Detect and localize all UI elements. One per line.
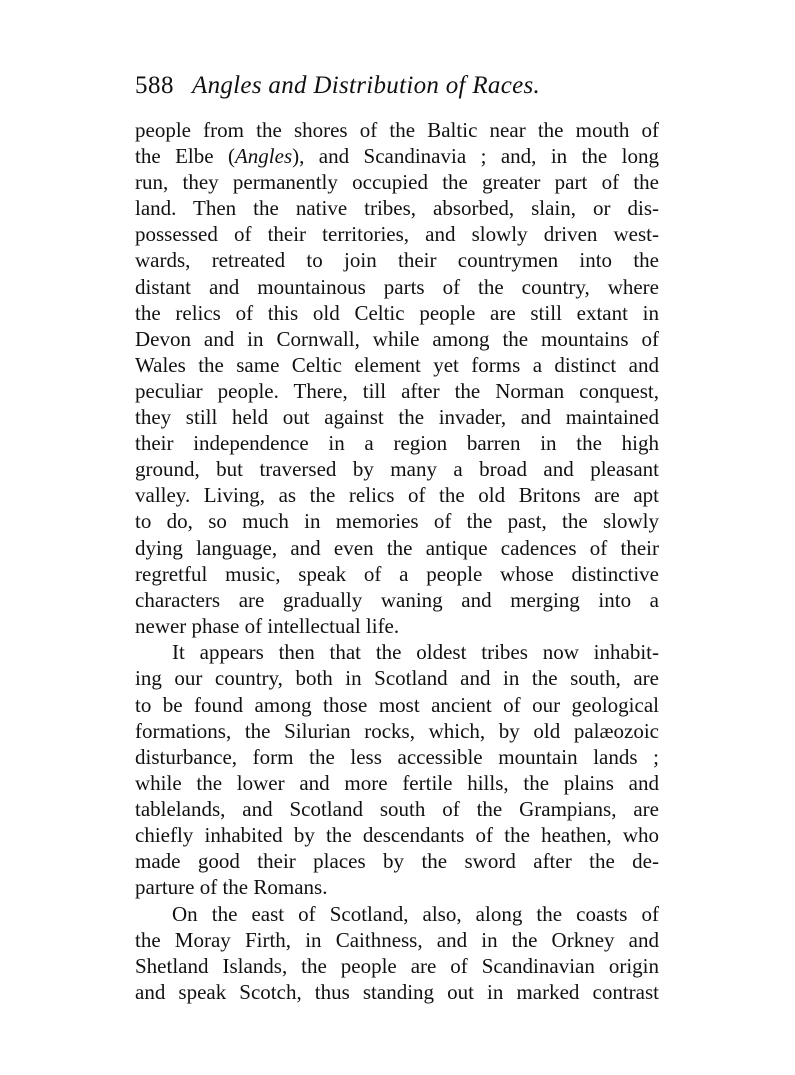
text-line: distant and mountainous parts of the country, where [135, 274, 659, 299]
text-line: dying language, and even the antique cadences of their [135, 535, 659, 560]
text-line: valley. Living, as the relics of the old Britons are apt [135, 483, 659, 508]
text-line: Shetland Islands, the people are of Scandinavian origin [135, 954, 659, 978]
text-line: wards, retreated to join their countrymen into the [135, 248, 659, 273]
text-line: their independence in a region barren in the high [135, 431, 659, 456]
text-line: to be found among those most ancient of our geological [135, 692, 659, 717]
text-line: formations, the Silurian rocks, which, by old palæozoic [135, 718, 659, 743]
page-number: 588 [135, 72, 174, 99]
text-line: while the lower and more fertile hills, the plains and [135, 770, 659, 795]
paragraph [135, 639, 659, 900]
text-line: the Elbe (Angles), and Scandinavia ; and, in the long [135, 144, 659, 169]
text-line: people from the shores of the Baltic near the mouth of [135, 118, 659, 142]
text-line: ground, but traversed by many a broad and pleasant [135, 457, 659, 482]
text-line: Wales the same Celtic element yet forms a distinct and [135, 352, 659, 377]
text-line: the Moray Firth, in Caithness, and in the Orkney and [135, 927, 659, 952]
text-line: tablelands, and Scotland south of the Grampians, are [135, 796, 659, 821]
text-line: characters are gradually waning and merging into a [135, 587, 659, 612]
running-title: Angles and Distribution of Races. [192, 72, 541, 99]
text-line: Devon and in Cornwall, while among the mountains of [135, 326, 659, 351]
paragraph [135, 117, 659, 639]
text-line: made good their places by the sword after the de- [135, 849, 659, 874]
text-line: run, they permanently occupied the greater part of the [135, 170, 659, 195]
running-header [135, 66, 665, 106]
text-line: regretful music, speak of a people whose distinctive [135, 561, 659, 586]
text-line: It appears then that the oldest tribes now inhabit- [172, 640, 659, 665]
text-line: land. Then the native tribes, absorbed, slain, or dis- [135, 196, 659, 221]
text-line: they still held out against the invader, and maintained [135, 405, 659, 430]
text-line: peculiar people. There, till after the Norman conquest, [135, 378, 659, 403]
body-text [135, 117, 659, 1005]
text-line: chiefly inhabited by the descendants of the heathen, who [135, 823, 659, 848]
text-line: parture of the Romans. [135, 875, 328, 900]
text-line: to do, so much in memories of the past, the slowly [135, 509, 659, 534]
text-line: ing our country, both in Scotland and in the south, are [135, 666, 659, 691]
text-line: newer phase of intellectual life. [135, 613, 400, 638]
paragraph [135, 901, 659, 1005]
text-line: the relics of this old Celtic people are still extant in [135, 300, 659, 325]
text-line: disturbance, form the less accessible mountain lands ; [135, 744, 659, 769]
text-line: possessed of their territories, and slowly driven west- [135, 222, 659, 247]
text-line: On the east of Scotland, also, along the coasts of [172, 901, 659, 926]
text-line: and speak Scotch, thus standing out in marked contrast [135, 980, 659, 1005]
